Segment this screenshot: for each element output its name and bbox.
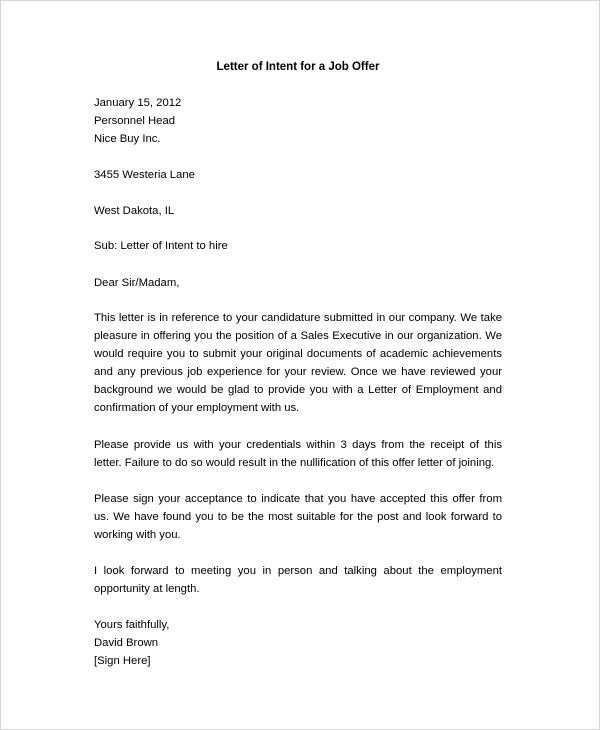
salutation: Dear Sir/Madam, [94, 277, 180, 289]
closing: Yours faithfully, [94, 619, 170, 631]
paragraph-line: confirmation of your employment with us. [94, 402, 300, 414]
address-city: West Dakota, IL [94, 205, 175, 217]
recipient-title: Personnel Head [94, 115, 176, 127]
sender-name: David Brown [94, 637, 159, 649]
letter-title: Letter of Intent for a Job Offer [216, 61, 380, 73]
paragraph-line: opportunity at length. [94, 583, 200, 595]
address-street: 3455 Westeria Lane [94, 169, 195, 181]
paragraph-line: us. We have found you to be the most suitable for the post and look forward to [94, 511, 502, 523]
body-paragraph-4 [94, 562, 502, 598]
letter-date: January 15, 2012 [94, 97, 182, 109]
paragraph-line: Please provide us with your credentials within 3 days from the receipt of this [94, 439, 502, 451]
paragraph-line: pleasure in offering you the position of a Sales Executive in our organization. We [94, 330, 502, 342]
paragraph-line: and any previous job experience for your review. Once we have reviewed your [94, 366, 502, 378]
paragraph-line: background we would be glad to provide you with a Letter of Employment and [94, 384, 502, 396]
body-paragraph-1 [94, 309, 502, 417]
paragraph-line: would require you to submit your original documents of academic achievements [94, 348, 502, 360]
paragraph-line: This letter is in reference to your candidature submitted in our company. We take [94, 312, 502, 324]
recipient-company: Nice Buy Inc. [94, 133, 161, 145]
subject-line: Sub: Letter of Intent to hire [94, 240, 228, 252]
body-paragraph-3 [94, 490, 502, 544]
paragraph-line: working with you. [94, 529, 181, 541]
paragraph-line: letter. Failure to do so would result in the nullification of this offer letter of joining. [94, 457, 495, 469]
body-paragraph-2 [94, 436, 502, 472]
paragraph-line: Please sign your acceptance to indicate that you have accepted this offer from [94, 493, 502, 505]
signature-placeholder: [Sign Here] [94, 655, 151, 667]
paragraph-line: I look forward to meeting you in person and talking about the employment [94, 565, 502, 577]
